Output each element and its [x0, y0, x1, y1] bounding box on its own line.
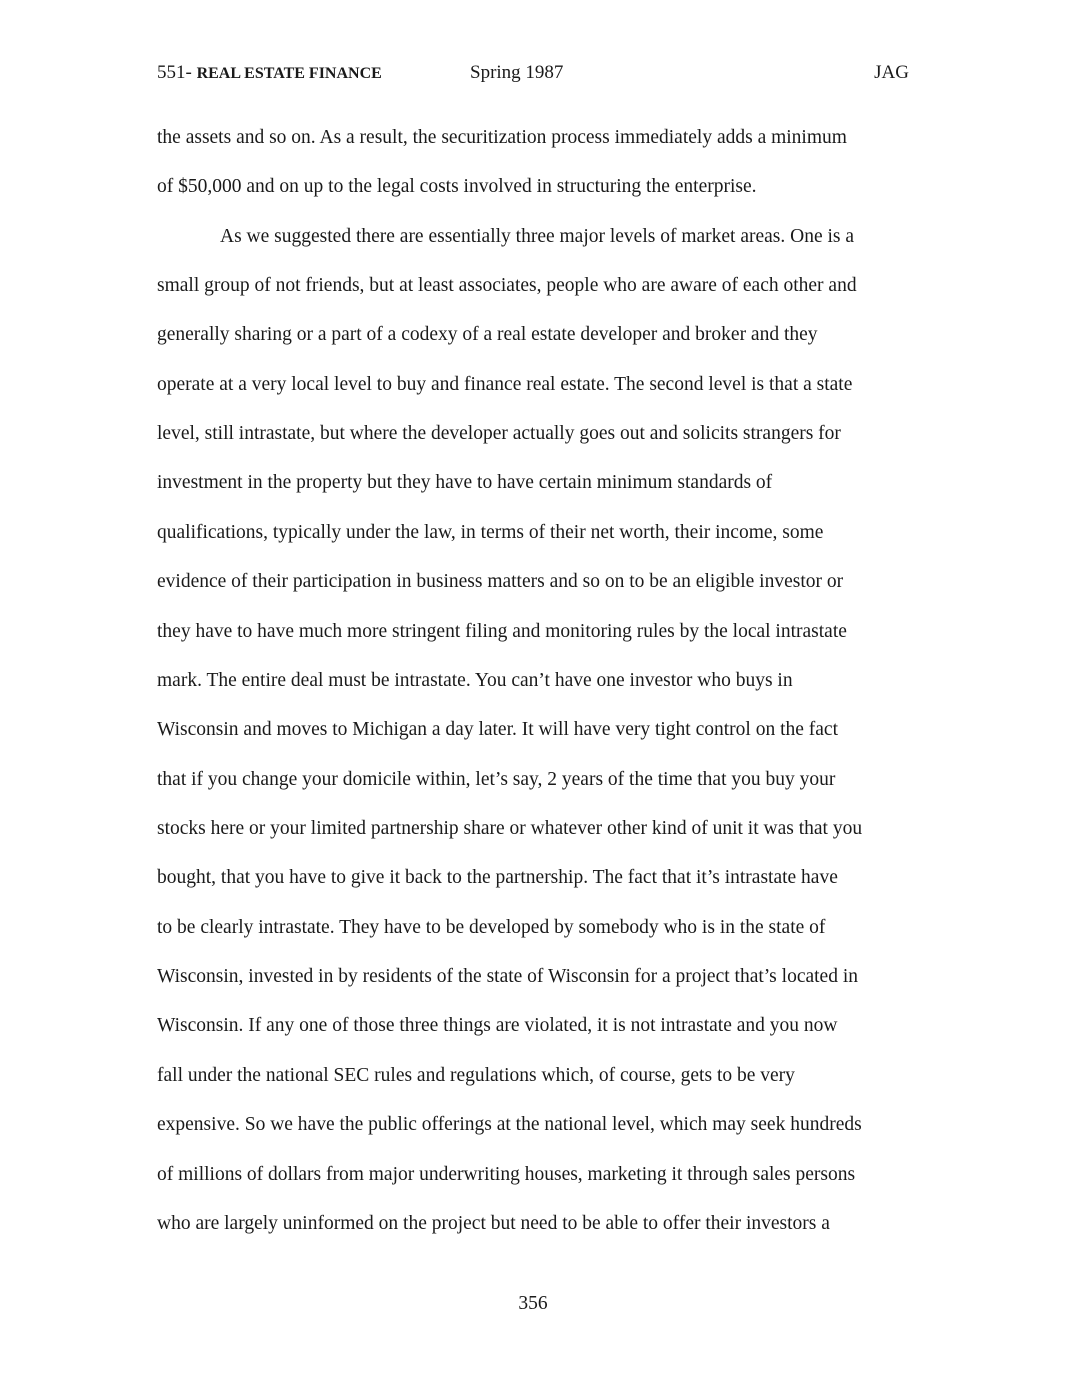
- course-number: 551-: [157, 62, 197, 83]
- text-line: mark. The entire deal must be intrastate. You can’t have one investor who buys in: [157, 670, 793, 691]
- text-line: evidence of their participation in business matters and so on to be an eligible investor or: [157, 571, 844, 592]
- text-line: who are largely uninformed on the project but need to be able to offer their investors a: [157, 1213, 830, 1234]
- course-label: [157, 62, 382, 84]
- text-line: level, still intrastate, but where the developer actually goes out and solicits strangers for: [157, 423, 841, 444]
- text-line: bought, that you have to give it back to the partnership. The fact that it’s intrastate have: [157, 867, 838, 888]
- text-line: Wisconsin. If any one of those three things are violated, it is not intrastate and you now: [157, 1015, 838, 1036]
- text-line: investment in the property but they have to have certain minimum standards of: [157, 472, 773, 493]
- text-line: to be clearly intrastate. They have to be developed by somebody who is in the state of: [157, 917, 826, 938]
- course-title: REAL ESTATE FINANCE: [196, 65, 382, 82]
- text-line: generally sharing or a part of a codexy of a real estate developer and broker and they: [157, 324, 818, 345]
- text-line: the assets and so on. As a result, the securitization process immediately adds a minimum: [157, 127, 847, 148]
- text-line: that if you change your domicile within, let’s say, 2 years of the time that you buy your: [157, 769, 836, 790]
- text-line: they have to have much more stringent filing and monitoring rules by the local intrastate: [157, 621, 847, 642]
- author-initials: JAG: [874, 62, 909, 83]
- text-line: small group of not friends, but at least associates, people who are aware of each other and: [157, 275, 857, 296]
- text-line: Wisconsin, invested in by residents of the state of Wisconsin for a project that’s located in: [157, 966, 858, 987]
- text-line: of $50,000 and on up to the legal costs involved in structuring the enterprise.: [157, 176, 757, 197]
- text-line: fall under the national SEC rules and regulations which, of course, gets to be very: [157, 1065, 795, 1086]
- text-line: expensive. So we have the public offerings at the national level, which may seek hundreds: [157, 1114, 862, 1135]
- semester-label: Spring 1987: [470, 62, 564, 83]
- text-line: qualifications, typically under the law, in terms of their net worth, their income, some: [157, 522, 824, 543]
- text-line: As we suggested there are essentially three major levels of market areas. One is a: [220, 226, 855, 247]
- text-line: Wisconsin and moves to Michigan a day later. It will have very tight control on the fact: [157, 719, 838, 740]
- page-header: [157, 62, 909, 92]
- text-line: stocks here or your limited partnership share or whatever other kind of unit it was that you: [157, 818, 863, 839]
- text-line: operate at a very local level to buy and finance real estate. The second level is that a state: [157, 374, 853, 395]
- text-line: of millions of dollars from major underwriting houses, marketing it through sales persons: [157, 1164, 856, 1185]
- page-number: 356: [518, 1293, 548, 1314]
